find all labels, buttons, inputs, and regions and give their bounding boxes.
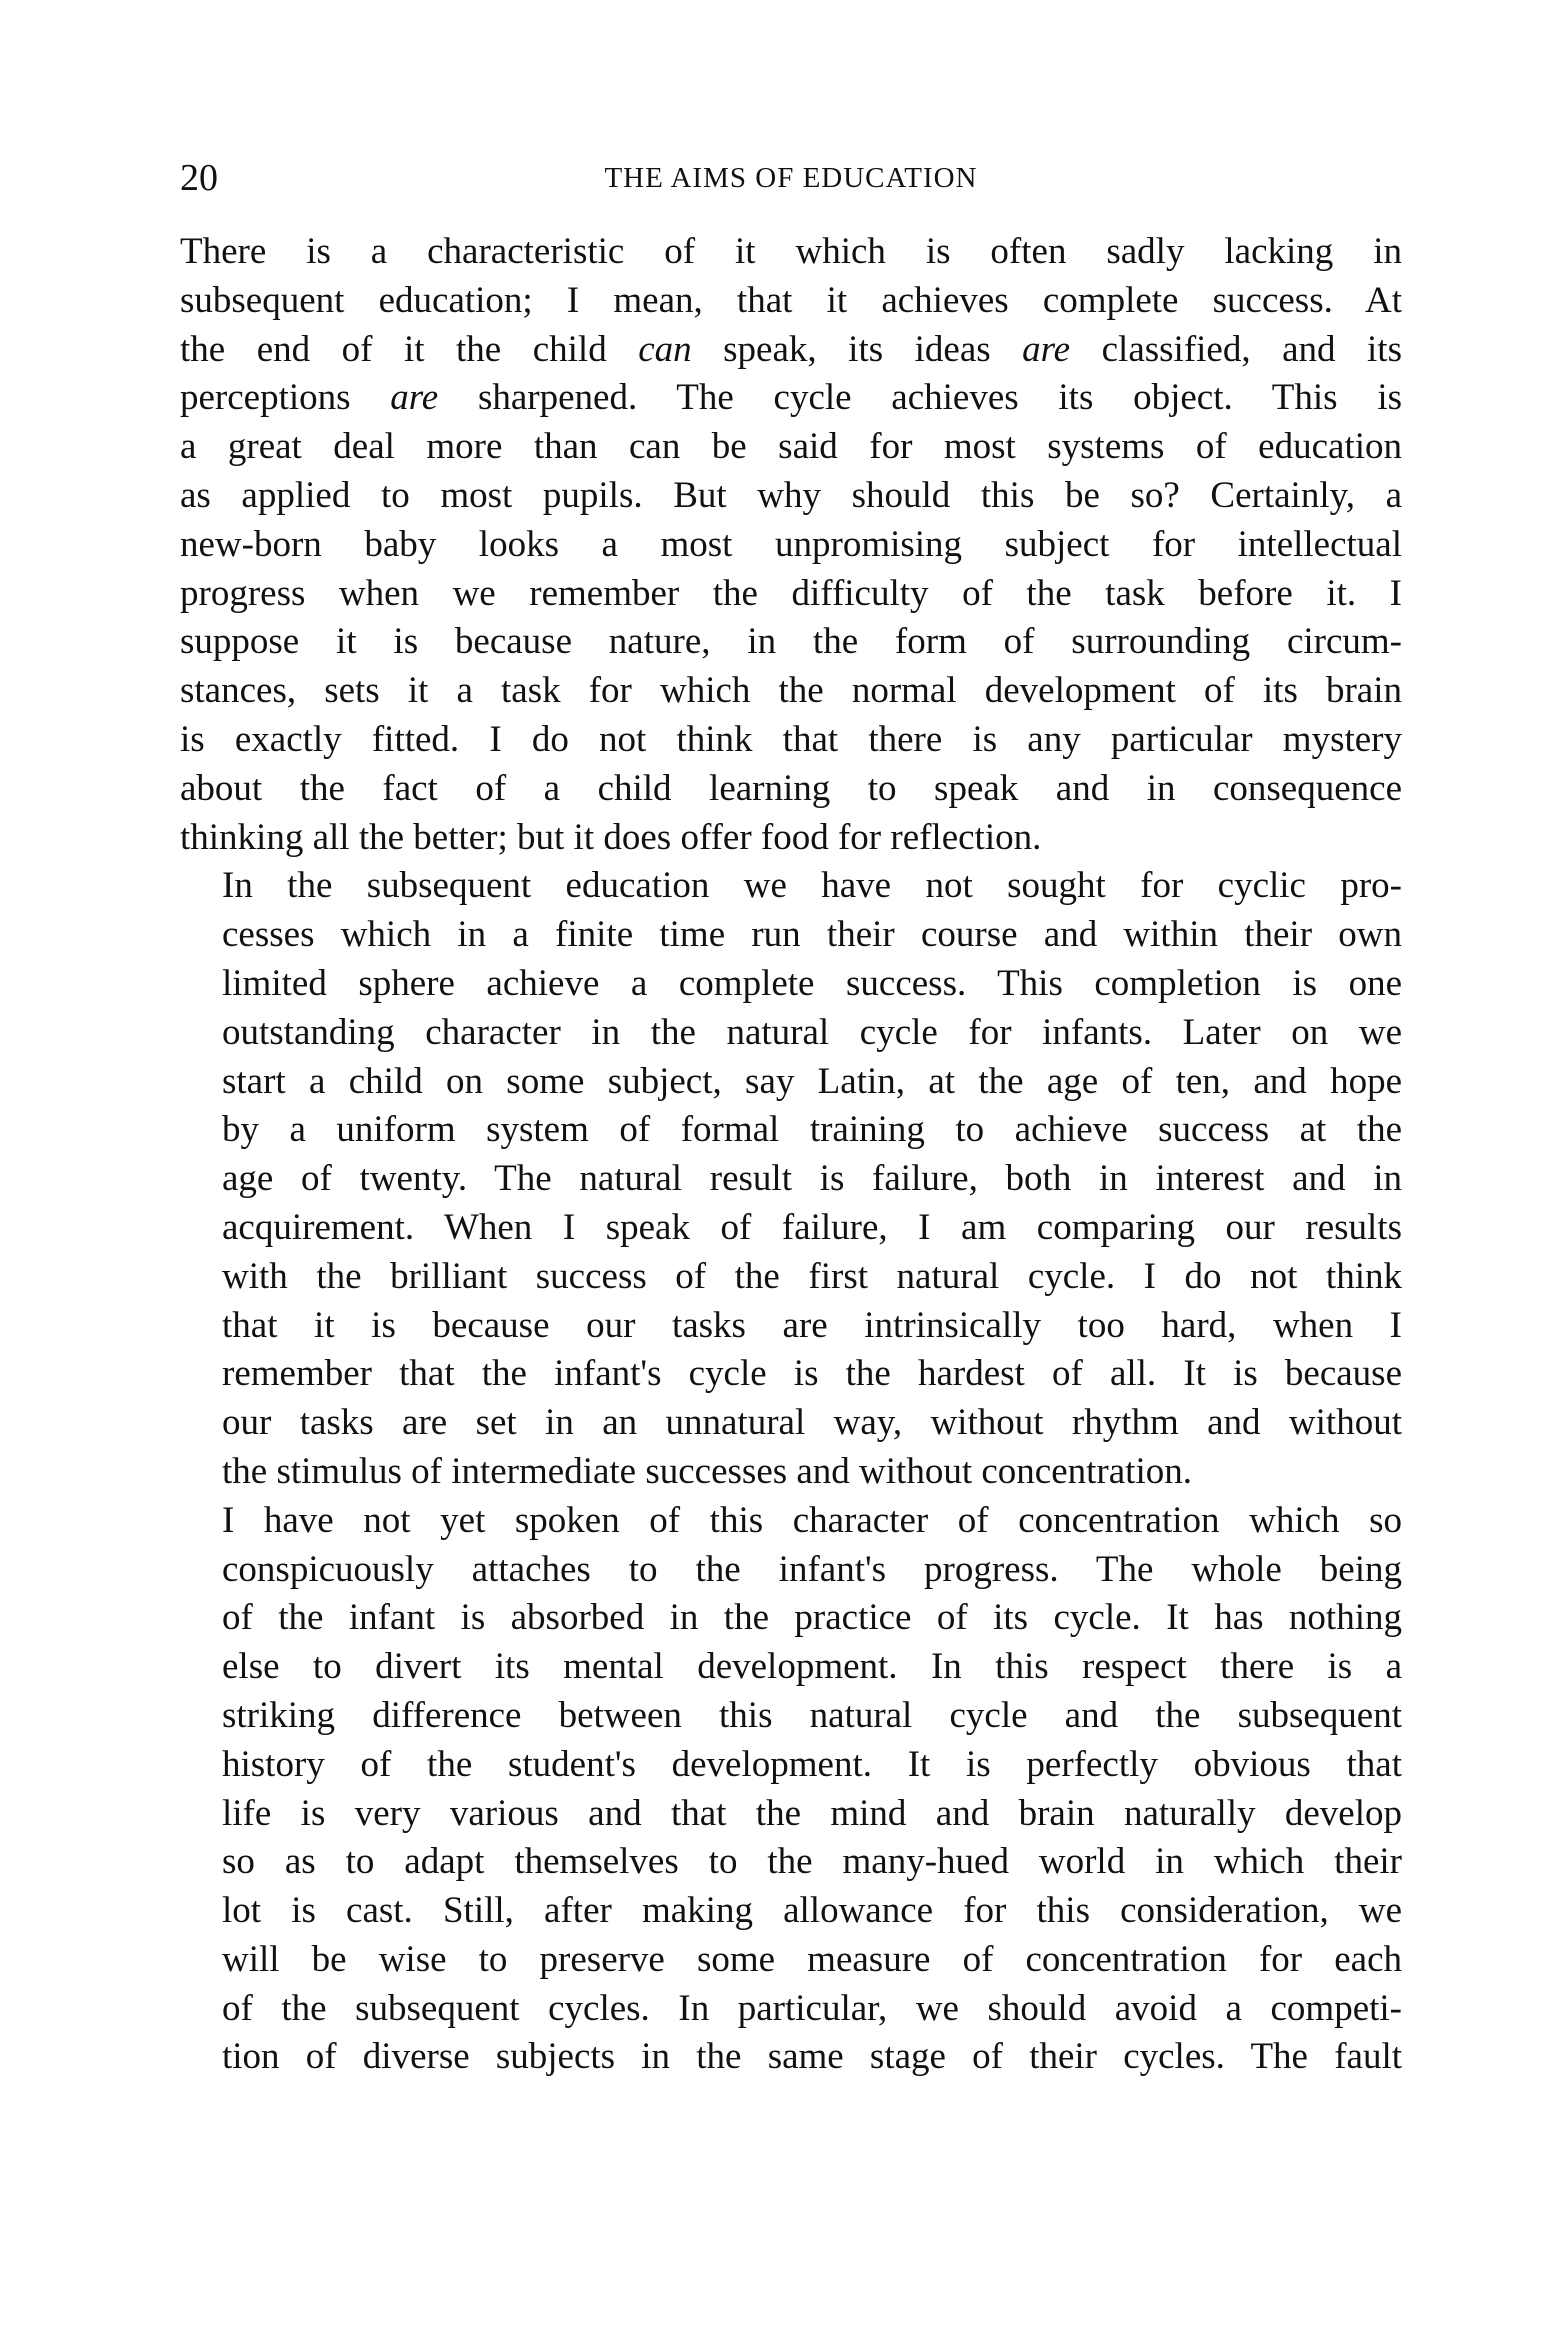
emphasis: are [390, 377, 439, 419]
text-line: as applied to most pupils. But why should this be so? Certainly, a [180, 474, 1402, 516]
text-line: cesses which in a finite time run their course and within their own [222, 914, 1402, 956]
text-line: perceptions are sharpened. The cycle achieves its object. This is [180, 377, 1402, 419]
text-line: about the fact of a child learning to speak and in consequence [180, 767, 1402, 809]
emphasis: can [638, 328, 692, 370]
running-title: THE AIMS OF EDUCATION [604, 162, 978, 194]
text-line: I have not yet spoken of this character of concentration which so [222, 1499, 1402, 1541]
text-line: history of the student's development. It is perfectly obvious that [222, 1743, 1402, 1785]
text-line: progress when we remember the difficulty of the task before it. I [180, 572, 1402, 614]
text-line: start a child on some subject, say Latin, at the age of ten, and hope [222, 1060, 1402, 1102]
text-line: will be wise to preserve some measure of concentration for each [222, 1938, 1402, 1980]
text-line: our tasks are set in an unnatural way, without rhythm and without [222, 1402, 1402, 1444]
text-line: remember that the infant's cycle is the hardest of all. It is because [222, 1353, 1402, 1395]
text-line: acquirement. When I speak of failure, I am comparing our results [222, 1206, 1402, 1248]
paragraph-2 [180, 862, 1402, 1496]
text-line: There is a characteristic of it which is often sadly lacking in [180, 231, 1402, 272]
text-line: by a uniform system of formal training to achieve success at the [222, 1109, 1402, 1151]
text-line: so as to adapt themselves to the many-hued world in which their [222, 1841, 1402, 1883]
text-line: life is very various and that the mind and brain naturally develop [222, 1792, 1402, 1834]
text-line: conspicuously attaches to the infant's progress. The whole being [222, 1548, 1402, 1590]
text-line: of the infant is absorbed in the practice of its cycle. It has nothing [222, 1597, 1402, 1639]
text-line: lot is cast. Still, after making allowance for this consideration, we [222, 1890, 1402, 1932]
text-line: limited sphere achieve a complete success. This completion is one [222, 962, 1402, 1004]
emphasis: are [1022, 328, 1071, 370]
text-line: subsequent education; I mean, that it achieves complete success. At [180, 279, 1402, 321]
text-line: stances, sets it a task for which the normal development of its brain [180, 670, 1402, 712]
text-line: age of twenty. The natural result is failure, both in interest and in [222, 1158, 1402, 1200]
paragraph-1 [180, 228, 1402, 862]
text-line: with the brilliant success of the first natural cycle. I do not think [222, 1255, 1402, 1297]
text-line: tion of diverse subjects in the same stage of their cycles. The fault [222, 2036, 1402, 2078]
body-text [180, 228, 1402, 2082]
text-line: striking difference between this natural cycle and the subsequent [222, 1694, 1402, 1736]
page-number: 20 [180, 157, 218, 199]
text-line: that it is because our tasks are intrinsically too hard, when I [222, 1304, 1402, 1346]
text-line: thinking all the better; but it does offer food for reflection. [180, 816, 1042, 858]
text-line: else to divert its mental development. In this respect there is a [222, 1646, 1402, 1688]
running-header [180, 148, 1402, 208]
text-line: suppose it is because nature, in the form of surrounding circum- [180, 621, 1402, 663]
text-line: of the subsequent cycles. In particular, we should avoid a competi- [222, 1987, 1402, 2029]
text-line: a great deal more than can be said for most systems of education [180, 426, 1402, 468]
text-line: the stimulus of intermediate successes and without concentration. [222, 1450, 1192, 1492]
book-page [180, 148, 1402, 2082]
paragraph-3 [180, 1497, 1402, 2083]
text-line: new-born baby looks a most unpromising subject for intellectual [180, 523, 1402, 565]
text-line: the end of it the child can speak, its ideas are classified, and its [180, 328, 1402, 370]
text-line: is exactly fitted. I do not think that there is any particular mystery [180, 718, 1402, 760]
text-line: In the subsequent education we have not sought for cyclic pro- [222, 865, 1402, 907]
text-line: outstanding character in the natural cycle for infants. Later on we [222, 1011, 1402, 1053]
